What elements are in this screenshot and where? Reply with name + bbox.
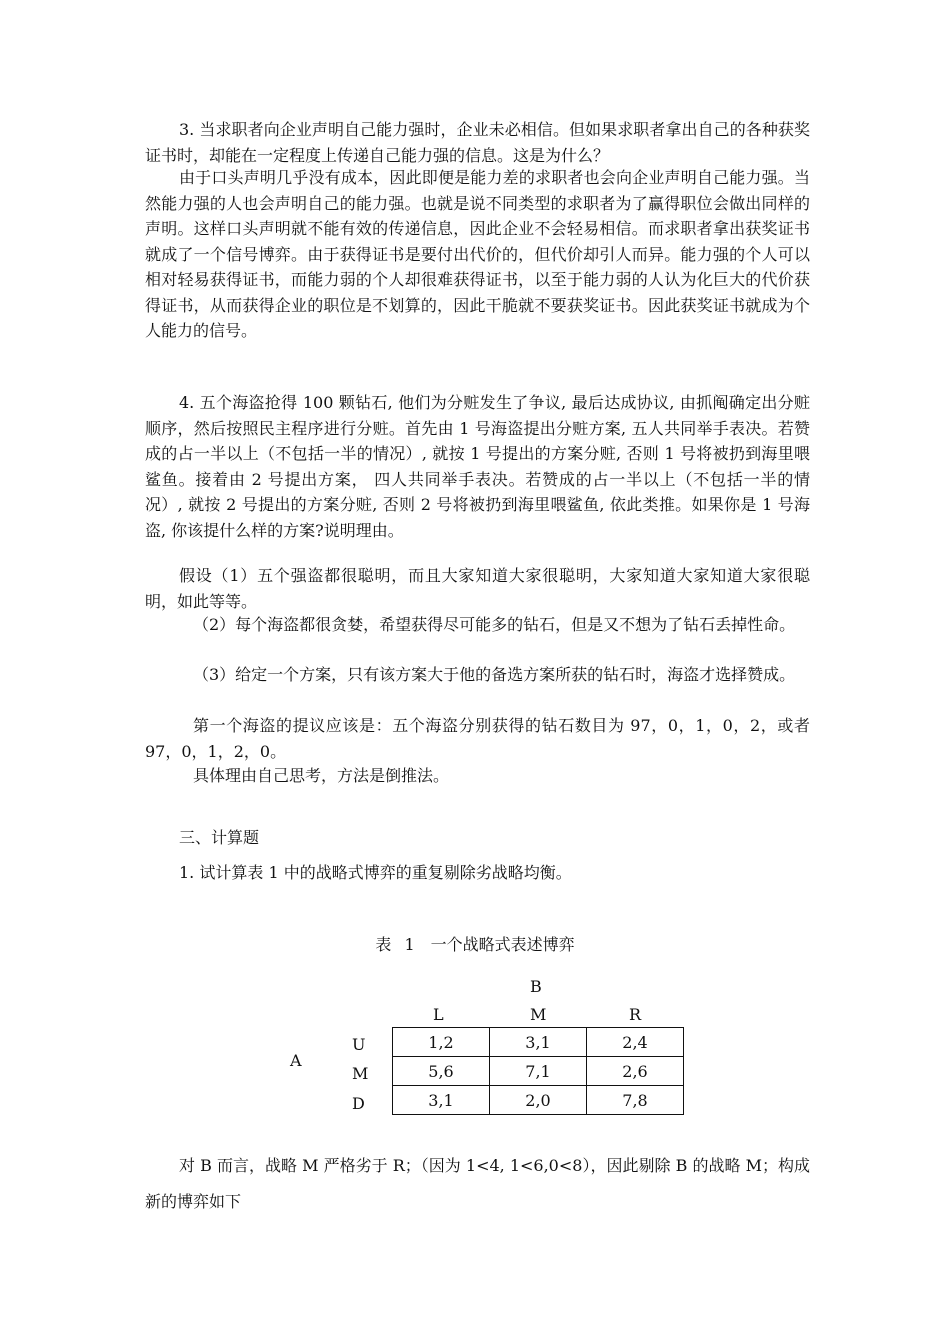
- q3-question: 3. 当求职者向企业声明自己能力强时，企业未必相信。但如果求职者拿出自己的各种获奖证书时，却能在一定程度上传递自己能力强的信息。这是为什么？: [145, 120, 810, 165]
- column-header-l: L: [433, 1005, 444, 1024]
- payoff-cell: 7,8: [587, 1086, 684, 1115]
- q4-note: 具体理由自己思考，方法是倒推法。: [193, 766, 450, 785]
- q4-answer: 第一个海盗的提议应该是：五个海盗分别获得的钻石数目为 97，0，1，0，2，或者 97，0，1，2，0。: [145, 716, 810, 761]
- row-header-u: U: [352, 1035, 366, 1054]
- payoff-cell: 7,1: [490, 1057, 587, 1086]
- column-header-r: R: [629, 1005, 642, 1024]
- payoff-cell: 3,1: [393, 1086, 490, 1115]
- q4-question: 4. 五个海盗抢得 100 颗钻石, 他们为分赃发生了争议, 最后达成协议, 由抓阄确定出分赃顺序，然后按照民主程序进行分赃。首先由 1 号海盗提出分赃方案, 五人共同举手表决。若赞成的占一半以上（不包括一半的情况）, 就按 1 号提出的方案分赃, 否则 1 号将被扔到海里喂鲨鱼。接着由 2 号提出方案， 四人共同举手表决。若赞成的占一半以上（不包括一半的情况）, 就按 2 号提出的方案分赃, 否则 2 号将被扔到海里喂鲨鱼, 依此类推。如果你是 1 号海盗, 你该提什么样的方案?说明理由。: [145, 393, 810, 540]
- q3-answer: 由于口头声明几乎没有成本，因此即便是能力差的求职者也会向企业声明自己能力强。当然能力强的人也会声明自己的能力强。也就是说不同类型的求职者为了赢得职位会做出同样的声明。这样口头声明就不能有效的传递信息，因此企业不会轻易相信。而求职者拿出获奖证书就成了一个信号博弈。由于获得证书是要付出代价的，但代价却引人而异。能力强的个人可以相对轻易获得证书，而能力弱的个人却很难获得证书，以至于能力弱的人认为化巨大的代价获得证书，从而获得企业的职位是不划算的，因此干脆就不要获奖证书。因此获奖证书就成为个人能力的信号。: [145, 168, 810, 340]
- payoff-cell: 2,4: [587, 1028, 684, 1057]
- q4-assumption-3: （3）给定一个方案，只有该方案大于他的备选方案所获的钻石时，海盗才选择赞成。: [193, 665, 796, 684]
- calc-question-1: 1. 试计算表 1 中的战略式博弈的重复剔除劣战略均衡。: [179, 863, 572, 882]
- table-row: [393, 1057, 684, 1086]
- conclusion-text: 对 B 而言，战略 M 严格劣于 R；（因为 1<4, 1<6,0<8），因此剔除 B 的战略 M；构成新的博弈如下: [145, 1156, 810, 1211]
- row-header-m: M: [352, 1064, 369, 1083]
- payoff-cell: 2,6: [587, 1057, 684, 1086]
- player-a-label: A: [290, 1051, 302, 1070]
- q4-assumption-1: 假设（1）五个强盗都很聪明，而且大家知道大家很聪明，大家知道大家知道大家很聪明，如此等等。: [145, 566, 810, 611]
- payoff-cell: 5,6: [393, 1057, 490, 1086]
- q4-assumption-2: （2）每个海盗都很贪婪，希望获得尽可能多的钻石，但是又不想为了钻石丢掉性命。: [193, 615, 796, 634]
- table-caption: 表 1 一个战略式表述博弈: [375, 935, 575, 954]
- table-row: [393, 1086, 684, 1115]
- payoff-cell: 1,2: [393, 1028, 490, 1057]
- payoff-table: [392, 1027, 684, 1115]
- row-header-d: D: [352, 1094, 365, 1113]
- player-b-label: B: [530, 977, 542, 996]
- column-header-m: M: [530, 1005, 547, 1024]
- table-row: [393, 1028, 684, 1057]
- section-heading: 三、计算题: [179, 828, 260, 847]
- payoff-cell: 2,0: [490, 1086, 587, 1115]
- payoff-cell: 3,1: [490, 1028, 587, 1057]
